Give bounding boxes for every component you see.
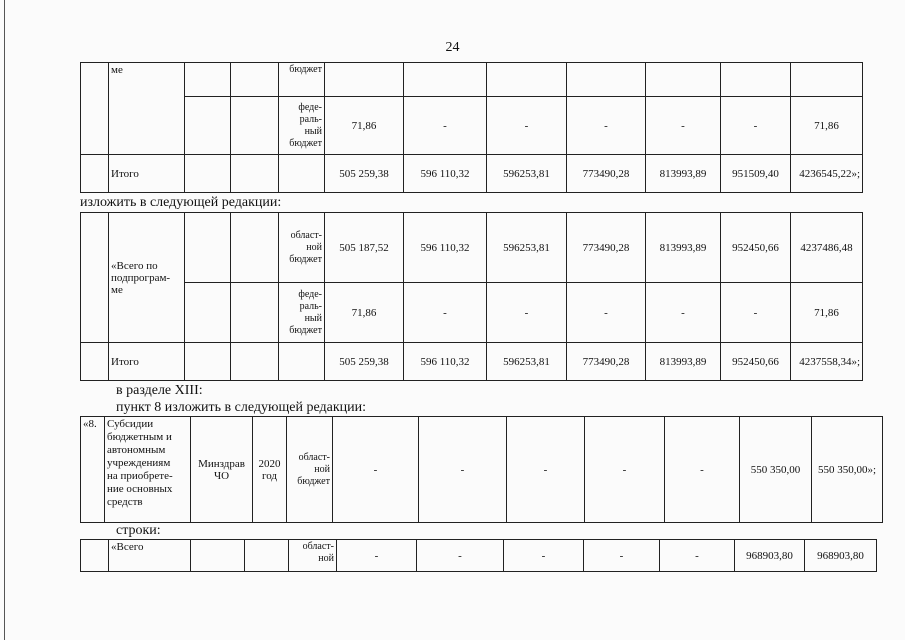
value-cell: - xyxy=(567,283,646,343)
total-label: Итого xyxy=(109,155,185,193)
value-cell: - xyxy=(504,540,584,572)
value-cell: 4237486,48 xyxy=(791,213,863,283)
cell-number xyxy=(81,63,109,155)
value-cell: 596253,81 xyxy=(487,343,567,381)
cell-source: феде- раль- ный бюджет xyxy=(279,97,325,155)
value-cell: - xyxy=(417,540,504,572)
paragraph: изложить в следующей редакции: xyxy=(80,195,282,210)
table-item-8 xyxy=(80,416,883,523)
item-name: Субсидии бюджетным и автономным учреждениям на приобрете- ние основных средств xyxy=(105,417,191,523)
value-cell: - xyxy=(404,283,487,343)
value-cell: 813993,89 xyxy=(646,343,721,381)
value-cell: - xyxy=(487,283,567,343)
table-rows xyxy=(80,539,877,572)
cell-source: бюджет xyxy=(279,63,325,97)
value-cell: - xyxy=(337,540,417,572)
value-cell: 550 350,00»; xyxy=(812,417,883,523)
value-cell: - xyxy=(660,540,735,572)
value-cell: 968903,80 xyxy=(735,540,805,572)
cell-source: област- ной бюджет xyxy=(279,213,325,283)
value-cell: 71,86 xyxy=(791,97,863,155)
value-cell: 4237558,34»; xyxy=(791,343,863,381)
value-cell: - xyxy=(721,283,791,343)
value-cell: 952450,66 xyxy=(721,343,791,381)
cell-label: «Всего xyxy=(109,540,191,572)
value-cell: - xyxy=(333,417,419,523)
cell-source: област- ной бюджет xyxy=(287,417,333,523)
cell-label: ме xyxy=(109,63,185,155)
value-cell: 71,86 xyxy=(791,283,863,343)
paragraph: в разделе XIII: xyxy=(116,383,203,398)
item-executor: Минздрав ЧО xyxy=(191,417,253,523)
value-cell: - xyxy=(665,417,740,523)
paragraph: строки: xyxy=(116,523,161,538)
table-previous-totals xyxy=(80,62,863,193)
cell-number xyxy=(81,213,109,343)
cell-source: област- ной xyxy=(289,540,337,572)
page-number: 24 xyxy=(445,40,460,55)
value-cell: 596253,81 xyxy=(487,213,567,283)
value-cell: 813993,89 xyxy=(646,213,721,283)
page-edge-line xyxy=(4,0,5,640)
value-cell: - xyxy=(404,97,487,155)
value-cell: - xyxy=(487,97,567,155)
item-number: «8. xyxy=(81,417,105,523)
value-cell: 951509,40 xyxy=(721,155,791,193)
cell-label: «Всего по подпрограм- ме xyxy=(109,213,185,343)
value-cell: 773490,28 xyxy=(567,213,646,283)
cell-number xyxy=(81,540,109,572)
item-year: 2020 год xyxy=(253,417,287,523)
value-cell: 505 187,52 xyxy=(325,213,404,283)
value-cell: 505 259,38 xyxy=(325,343,404,381)
value-cell: 596 110,32 xyxy=(404,343,487,381)
value-cell: 773490,28 xyxy=(567,155,646,193)
table-new-totals xyxy=(80,212,863,381)
value-cell: 968903,80 xyxy=(805,540,877,572)
value-cell: 71,86 xyxy=(325,97,404,155)
cell-source: феде- раль- ный бюджет xyxy=(279,283,325,343)
value-cell: 773490,28 xyxy=(567,343,646,381)
value-cell: - xyxy=(585,417,665,523)
value-cell: - xyxy=(646,283,721,343)
value-cell: - xyxy=(507,417,585,523)
value-cell: 813993,89 xyxy=(646,155,721,193)
value-cell: 4236545,22»; xyxy=(791,155,863,193)
cell-year xyxy=(231,63,279,97)
value-cell: - xyxy=(567,97,646,155)
value-cell: 596 110,32 xyxy=(404,155,487,193)
value-cell: 596253,81 xyxy=(487,155,567,193)
value-cell: 71,86 xyxy=(325,283,404,343)
value-cell: 596 110,32 xyxy=(404,213,487,283)
cell-executor xyxy=(185,63,231,97)
value-cell: 550 350,00 xyxy=(740,417,812,523)
total-label: Итого xyxy=(109,343,185,381)
value-cell: 952450,66 xyxy=(721,213,791,283)
value-cell: - xyxy=(646,97,721,155)
value-cell: - xyxy=(584,540,660,572)
value-cell: 505 259,38 xyxy=(325,155,404,193)
paragraph: пункт 8 изложить в следующей редакции: xyxy=(116,400,366,415)
value-cell: - xyxy=(419,417,507,523)
value-cell: - xyxy=(721,97,791,155)
